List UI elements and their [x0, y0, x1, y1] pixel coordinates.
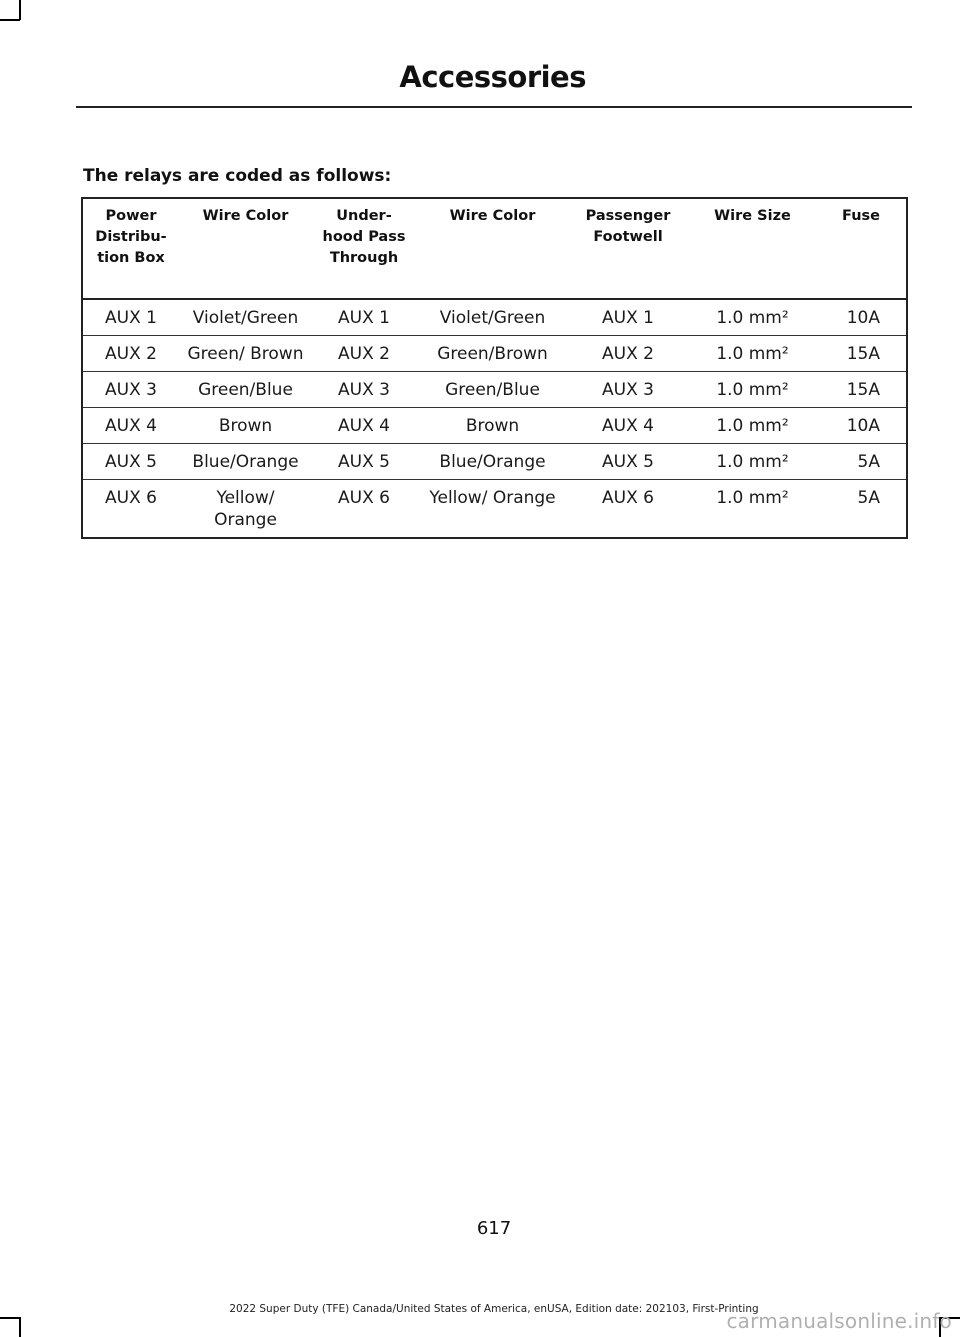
table-row — [82, 408, 907, 444]
cell-wire-color-1: Green/Blue — [179, 372, 312, 408]
cell-wire-color-1: Yellow/ Orange — [179, 480, 312, 539]
table-row — [82, 480, 907, 539]
footer-edition-text: 2022 Super Duty (TFE) Canada/United States of America, enUSA, Edition date: 202103, First-Printing — [229, 1303, 759, 1315]
header-wire-color-2: Wire Color — [416, 198, 569, 299]
crop-mark-bottom-left-horizontal — [0, 1317, 20, 1319]
cell-wire-size: 1.0 mm² — [687, 480, 818, 539]
cell-power-distribution-box: AUX 1 — [105, 308, 157, 328]
cell-power-distribution-box: AUX 3 — [82, 372, 179, 408]
cell-wire-color-1: Violet/Green — [192, 308, 299, 328]
title-divider — [76, 106, 912, 108]
cell-power-distribution-box: AUX 6 — [82, 480, 179, 539]
crop-mark-top-left-vertical — [19, 0, 21, 20]
cell-passenger-footwell: AUX 3 — [569, 372, 687, 408]
cell-wire-color-2: Green/Blue — [416, 372, 569, 408]
cell-wire-size: 1.0 mm² — [716, 308, 789, 328]
cell-fuse: 15A — [818, 372, 907, 408]
page-number: 617 — [476, 1218, 512, 1239]
cell-wire-color-1: Green/ Brown — [179, 336, 312, 372]
header-passenger-footwell: Passenger Footwell — [569, 198, 687, 299]
table-row — [82, 444, 907, 480]
header-power-distribution-box: Power Distribu- tion Box — [82, 198, 179, 299]
table-row — [82, 336, 907, 372]
cell-wire-color-1: Blue/Orange — [179, 444, 312, 480]
cell-underhood-pass-through: AUX 3 — [312, 372, 416, 408]
cell-wire-size: 1.0 mm² — [687, 336, 818, 372]
cell-passenger-footwell: AUX 1 — [602, 308, 654, 328]
header-underhood-pass-through: Under- hood Pass Through — [312, 198, 416, 299]
crop-mark-bottom-left-vertical — [19, 1317, 21, 1337]
page-title: Accessories — [399, 60, 586, 94]
cell-wire-size: 1.0 mm² — [687, 372, 818, 408]
cell-wire-color-2: Green/Brown — [416, 336, 569, 372]
cell-wire-size: 1.0 mm² — [687, 408, 818, 444]
watermark-text: carmanualsonline.info — [726, 1309, 952, 1333]
header-wire-size: Wire Size — [687, 198, 818, 299]
cell-passenger-footwell: AUX 2 — [569, 336, 687, 372]
cell-underhood-pass-through: AUX 5 — [312, 444, 416, 480]
cell-fuse: 5A — [818, 444, 907, 480]
cell-underhood-pass-through: AUX 1 — [338, 308, 390, 328]
header-wire-color-1: Wire Color — [179, 198, 312, 299]
header-fuse: Fuse — [818, 198, 907, 299]
cell-wire-color-1: Brown — [179, 408, 312, 444]
table-row — [82, 299, 907, 336]
cell-power-distribution-box: AUX 4 — [82, 408, 179, 444]
cell-underhood-pass-through: AUX 2 — [312, 336, 416, 372]
cell-fuse: 5A — [818, 480, 907, 539]
cell-fuse: 10A — [846, 308, 880, 328]
cell-power-distribution-box: AUX 5 — [82, 444, 179, 480]
cell-wire-color-2: Brown — [416, 408, 569, 444]
cell-fuse: 15A — [818, 336, 907, 372]
relay-code-table — [81, 197, 908, 539]
intro-text: The relays are coded as follows: — [83, 166, 392, 186]
cell-wire-size: 1.0 mm² — [687, 444, 818, 480]
cell-underhood-pass-through: AUX 4 — [312, 408, 416, 444]
cell-wire-color-2: Yellow/ Orange — [416, 480, 569, 539]
table-row — [82, 372, 907, 408]
cell-power-distribution-box: AUX 2 — [82, 336, 179, 372]
cell-passenger-footwell: AUX 6 — [569, 480, 687, 539]
crop-mark-top-left-horizontal — [0, 19, 20, 21]
table-header-row — [82, 198, 907, 299]
cell-wire-color-2: Violet/Green — [439, 308, 546, 328]
cell-fuse: 10A — [818, 408, 907, 444]
cell-underhood-pass-through: AUX 6 — [312, 480, 416, 539]
cell-passenger-footwell: AUX 5 — [569, 444, 687, 480]
cell-passenger-footwell: AUX 4 — [569, 408, 687, 444]
cell-wire-color-2: Blue/Orange — [416, 444, 569, 480]
